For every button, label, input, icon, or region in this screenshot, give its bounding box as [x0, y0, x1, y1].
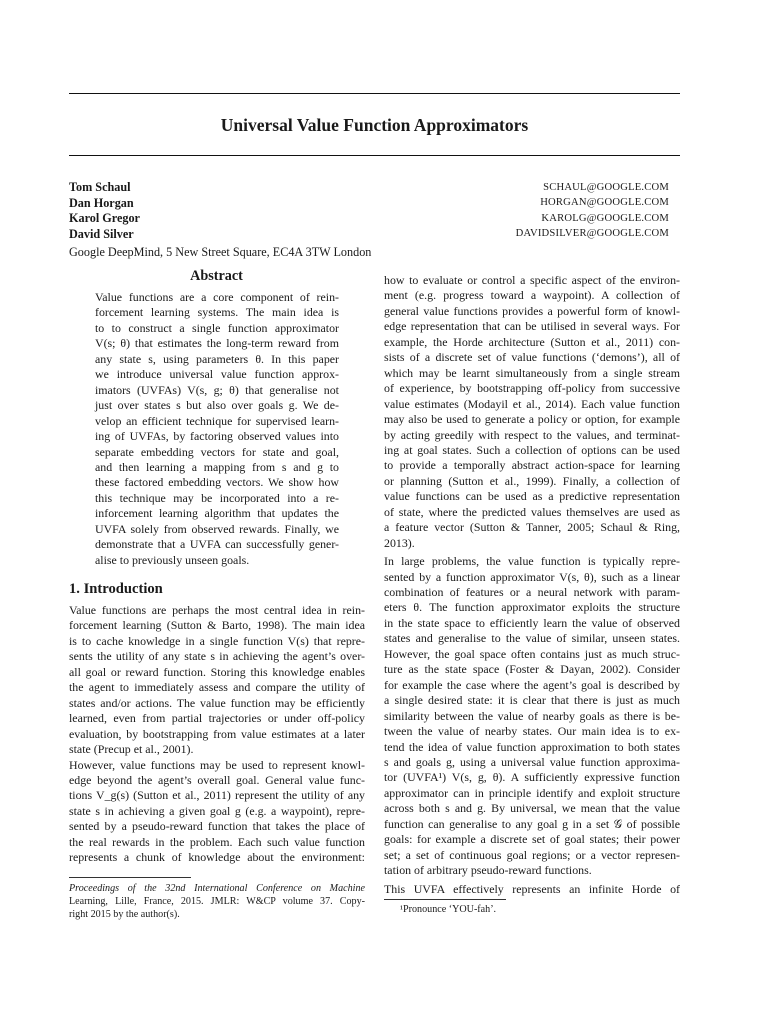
text-line: ing of UVFAs, by factoring observed values into [95, 429, 339, 444]
footnote-line: Proceedings of the 32nd International Conference on Machine [69, 883, 365, 894]
author-name: Tom Schaul [69, 180, 131, 194]
text-line: states and/or actions. The value function may be efficiently [69, 695, 365, 710]
author-name: Dan Horgan [69, 196, 134, 210]
text-line: this technique may be incorporated into a re- [95, 490, 339, 505]
text-line: a single desired state: it is clear that there is just as much [384, 693, 680, 708]
text-line: of experience, by bootstrapping off-policy from successive [384, 381, 680, 396]
text-line: forcement learning systems. The main idea is [95, 305, 339, 320]
text-line: value functions can be used as a predictive representation [384, 489, 680, 504]
text-line: sented by a pseudo-reward function that takes the place of [69, 819, 365, 834]
text-line: represents a chunk of knowledge about the environment: [69, 850, 365, 865]
text-line: edge representation that can be utilised in several ways. For [384, 319, 680, 334]
text-line: by acting greedily with respect to the values, and terminat- [384, 427, 680, 442]
text-line: velop an efficient technique for supervised learn- [95, 413, 339, 428]
text-line: to provide a temporally abstract action-space for learning [384, 458, 680, 473]
text-line: states and generalise to the value of similar, unseen states. [384, 631, 680, 646]
text-line: the agent to immediately assess and compare the utility of [69, 680, 365, 695]
text-line: or planning (Sutton et al., 1999). Finally, a collection of [384, 473, 680, 488]
text-line: tween the value of nearby states. Our main idea is to ex- [384, 724, 680, 739]
text-line: state s in achieving a given goal g (e.g. a waypoint), repre- [69, 803, 365, 818]
abstract-heading: Abstract [190, 268, 243, 284]
text-line: to to construct a single function approximator [95, 320, 339, 335]
text-line: state (Precup et al., 2001). [69, 742, 194, 757]
text-line: tend the idea of value function approximation to both states [384, 739, 680, 754]
text-line: However, the goal space often contains just as much struc- [384, 646, 680, 661]
text-line: eters θ. The function approximator exploits the structure [384, 600, 680, 615]
text-line: value estimates (Modayil et al., 2014). Each value function [384, 396, 680, 411]
text-line: set; a set of continuous goal regions; or a vector represen- [384, 847, 680, 862]
text-line: This UVFA effectively represents an infinite Horde of [384, 881, 680, 896]
text-line: inforcement learning algorithm that updates the [95, 506, 339, 521]
text-line: 2013). [384, 535, 415, 550]
text-line: combination of features or a neural network with param- [384, 585, 680, 599]
text-line: However, value functions may be used to represent knowl- [69, 757, 365, 772]
text-line: tor (UVFA¹) V(s, g, θ). A sufficiently expressive function [384, 770, 680, 785]
text-line: and then learning a mapping from s and g to [95, 459, 339, 474]
text-line: of state, where the predicted values themselves are used as [384, 504, 680, 519]
text-line: demonstrate that a UVFA can successfully gener- [95, 537, 339, 552]
text-line: just over states s but also over goals g. We de- [95, 398, 339, 413]
text-line: tation of arbitrary pseudo-reward functions. [384, 863, 592, 878]
text-line: is to cache knowledge in a single function V(s) that repre- [69, 633, 365, 648]
paper-title: Universal Value Function Approximators [220, 115, 529, 135]
text-line: V(s; θ) that estimates the long-term reward from [95, 336, 339, 351]
text-line: evaluation, by bootstrapping from value estimates at a later [69, 726, 365, 741]
author-email[interactable]: HORGAN@GOOGLE.COM [540, 197, 669, 208]
text-line: edge beyond the agent’s overall goal. General value func- [69, 772, 365, 787]
author-email[interactable]: KAROLG@GOOGLE.COM [541, 213, 669, 224]
footnote-divider [69, 877, 191, 878]
text-line: these factored embedding vectors. We show how [95, 475, 339, 490]
author-email[interactable]: SCHAUL@GOOGLE.COM [543, 182, 669, 193]
text-line: any state s, using parameters θ. In this paper [95, 351, 339, 366]
text-line: example, the Horde architecture (Sutton et al., 2011) con- [384, 334, 680, 349]
text-line: In large problems, the value function is typically repre- [384, 554, 680, 569]
text-line: the real rewards in the problem. Each such value function [69, 834, 365, 849]
text-line: goals: for example a discrete set of goal states; their power [384, 832, 680, 847]
title-bottom-rule [69, 155, 680, 156]
text-line: for example the case where the agent’s goal is described by [384, 677, 680, 692]
footnote-line: Learning, Lille, France, 2015. JMLR: W&CP volume 37. Copy- [69, 896, 365, 907]
footnote-divider [384, 899, 506, 900]
text-line: tions V_g(s) (Sutton et al., 2011) represent the utility of any [69, 788, 365, 803]
pronunciation-footnote: ¹Pronounce ‘YOU-fah’. [400, 904, 497, 915]
text-line: approximator can in principle identify and exploit structure [384, 785, 680, 800]
text-line: general value functions provides a powerful form of knowl- [384, 303, 680, 318]
text-line: a feature vector (Sutton & Tanner, 2005; Schaul & Ring, [384, 520, 680, 535]
text-line: function can generalise to any goal g in a set 𝒢 of possible [384, 816, 680, 831]
text-line: learned, even from partial trajectories or under off-policy [69, 711, 365, 726]
text-line: ment (e.g. progress toward a waypoint). A collection of [384, 288, 680, 303]
text-line: forcement learning (Sutton & Barto, 1998). The main idea [69, 618, 365, 633]
text-line: ing at goal states. Such a collection of options can be used [384, 442, 680, 457]
section-heading-introduction: 1. Introduction [69, 581, 163, 597]
text-line: imators (UVFAs) V(s, g; θ) that generalise not [95, 382, 339, 397]
text-line: Value functions are a core component of rein- [95, 290, 339, 304]
text-line: sented by a function approximator V(s, θ), such as a linear [384, 569, 680, 584]
text-line: Value functions are perhaps the most central idea in rein- [69, 603, 365, 617]
text-line: which may be learnt simultaneously from a single stream [384, 365, 680, 380]
text-line: similarity between the value of nearby goals as there is be- [384, 708, 680, 723]
text-line: across both s and g. By universal, we mean that the value [384, 801, 680, 816]
text-line: ture as the state space (Foster & Dayan, 2002). Consider [384, 662, 680, 677]
author-email[interactable]: DAVIDSILVER@GOOGLE.COM [515, 228, 669, 239]
text-line: separate embedding vectors for state and goal, [95, 444, 339, 459]
top-rule [69, 93, 680, 94]
text-line: sents the utility of any state s in achieving the agent’s over- [69, 649, 365, 664]
text-line: UVFA solely from observed rewards. Finally, we [95, 521, 339, 536]
text-line: we introduce universal value function approx- [95, 367, 339, 382]
text-line: in the state space to efficiently learn the value of observed [384, 615, 680, 630]
affiliation: Google DeepMind, 5 New Street Square, EC4A 3TW London [69, 245, 372, 259]
text-line: how to evaluate or control a specific aspect of the environ- [384, 273, 680, 287]
text-line: s and goals g, using a universal value function approxima- [384, 754, 680, 769]
author-name: Karol Gregor [69, 211, 140, 225]
footnote-line: right 2015 by the author(s). [69, 909, 180, 920]
text-line: may also be used to generate a policy or option, for example [384, 412, 680, 427]
author-name: David Silver [69, 227, 134, 241]
text-line: all goal or reward function. Storing this knowledge enables [69, 664, 365, 679]
text-line: alise to previously unseen goals. [95, 552, 250, 567]
text-line: sists of a discrete set of value functions (‘demons’), all of [384, 350, 680, 365]
